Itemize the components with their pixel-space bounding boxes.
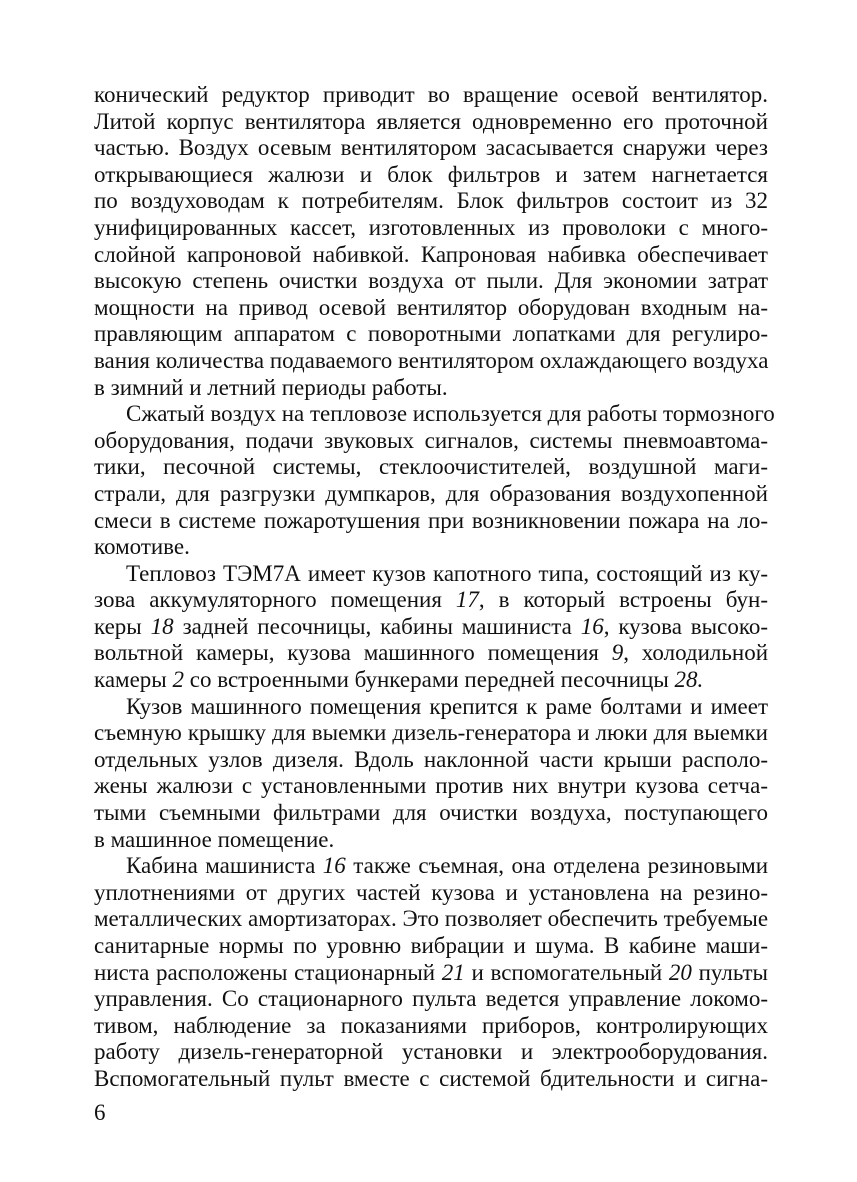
text-line <box>94 640 768 667</box>
figure-reference: 28. <box>674 667 704 693</box>
figure-reference: 20 <box>668 959 692 985</box>
text-segment: управления. Со стационарного пульта ведется управление локомо- <box>94 986 768 1012</box>
text-line <box>94 986 768 1013</box>
text-segment: зова аккумуляторного помещения <box>94 587 456 613</box>
text-line <box>94 1039 768 1066</box>
text-segment: керы <box>94 613 151 639</box>
text-segment: отдельных узлов дизеля. Вдоль наклонной части крыши располо- <box>94 746 768 772</box>
text-line <box>94 162 768 189</box>
text-segment: съемную крышку для выемки дизель-генератора и люки для выемки <box>94 720 768 746</box>
text-segment: уплотнениями от других частей кузова и установлена на резино- <box>94 879 768 905</box>
text-segment: страли, для разгрузки думпкаров, для образования воздухопенной <box>94 480 768 506</box>
paragraph <box>94 853 768 1092</box>
text-segment: тики, песочной системы, стеклоочистителей, воздушной маги- <box>94 454 768 480</box>
text-line <box>94 667 768 694</box>
text-segment: жены жалюзи с установленными против них внутри кузова сетча- <box>94 773 768 799</box>
paragraph <box>94 82 768 401</box>
text-line <box>94 428 768 455</box>
text-segment: , холодильной <box>623 640 769 666</box>
text-line <box>94 82 768 109</box>
text-segment: задней песочницы, кабины машиниста <box>173 613 581 639</box>
figure-reference: 21 <box>441 959 465 985</box>
text-segment: ниста расположены стационарный <box>94 959 442 985</box>
paragraph <box>94 694 768 854</box>
text-segment: Литой корпус вентилятора является одновременно его проточной <box>94 108 768 134</box>
text-line <box>94 933 768 960</box>
text-segment: унифицированных кассет, изготовленных из проволоки с много- <box>94 214 768 240</box>
text-segment: и вспомогательный <box>464 959 669 985</box>
text-line <box>94 188 768 215</box>
text-segment: , в который встроены бун- <box>478 587 768 613</box>
text-segment: оборудования, подачи звуковых сигналов, системы пневмоавтома- <box>94 427 768 453</box>
text-line <box>94 773 768 800</box>
text-line <box>94 960 768 987</box>
text-line <box>94 614 768 641</box>
text-segment: со встроенными бункерами передней песочницы <box>184 667 675 693</box>
text-segment: тивом, наблюдение за показаниями приборов, контролирующих <box>94 1012 768 1038</box>
text-line <box>94 375 768 402</box>
text-line <box>94 853 768 880</box>
text-segment: смеси в системе пожаротушения при возникновении пожара на ло- <box>94 507 768 533</box>
page-number: 6 <box>94 1100 106 1125</box>
text-line <box>94 135 768 162</box>
text-segment: санитарные нормы по уровню вибрации и шума. В кабине маши- <box>94 933 768 958</box>
text-line <box>94 481 768 508</box>
text-line <box>94 508 768 535</box>
text-line <box>94 800 768 827</box>
text-line <box>94 401 775 428</box>
text-line <box>94 215 768 242</box>
text-line <box>94 268 768 295</box>
figure-reference: 9 <box>611 640 624 666</box>
text-segment: слойной капроновой набивкой. Капроновая набивка обеспечивает <box>94 241 768 267</box>
text-segment: по воздуховодам к потребителям. Блок фильтров состоит из 32 <box>94 188 768 214</box>
text-line <box>94 348 768 375</box>
text-line <box>94 321 768 348</box>
text-segment: Тепловоз ТЭМ7А имеет кузов капотного типа, состоящий из ку- <box>126 560 768 586</box>
figure-reference: 17 <box>455 587 479 613</box>
text-segment: металлических амортизаторах. Это позволяет обеспечить требуемые <box>94 906 769 932</box>
text-line <box>94 747 768 774</box>
text-segment: , кузова высоко- <box>603 613 768 639</box>
text-line <box>94 534 768 561</box>
text-segment: пульты <box>691 959 768 985</box>
text-segment: работу дизель-генераторной установки и электрооборудования. <box>94 1039 768 1065</box>
text-segment: Кузов машинного помещения крепится к раме болтами и имеет <box>126 693 768 719</box>
text-segment: вания количества подаваемого вентилятором охлаждающего воздуха <box>94 347 769 373</box>
text-segment: тыми съемными фильтрами для очистки воздуха, поступающего <box>94 800 768 826</box>
paragraph <box>94 561 768 694</box>
text-segment: открывающиеся жалюзи и блок фильтров и затем нагнетается <box>94 161 768 187</box>
text-line <box>94 242 768 269</box>
paragraph <box>94 401 775 561</box>
text-segment: также съемная, она отделена резиновыми <box>345 853 769 879</box>
text-segment: камеры <box>94 667 173 693</box>
text-line <box>94 587 768 614</box>
text-segment: Вспомогательный пульт вместе с системой бдительности и сигна- <box>94 1065 768 1091</box>
figure-reference: 18 <box>150 613 174 639</box>
text-segment: правляющим аппаратом с поворотными лопатками для регулиро- <box>94 321 768 347</box>
text-line <box>94 880 768 907</box>
figure-reference: 16 <box>322 853 346 879</box>
text-line <box>94 561 768 588</box>
text-line <box>94 454 768 481</box>
text-segment: Кабина машиниста <box>126 853 323 879</box>
text-segment: конический редуктор приводит во вращение осевой вентилятор. <box>94 82 768 107</box>
text-segment: в машинное помещение. <box>94 826 335 852</box>
text-segment: Сжатый воздух на тепловозе используется для работы тормозного <box>126 401 775 427</box>
text-segment: вольтной камеры, кузова машинного помещения <box>94 640 612 666</box>
text-segment: в зимний и летний периоды работы. <box>94 374 448 400</box>
text-line <box>94 109 768 136</box>
page-body <box>94 82 775 1093</box>
text-segment: частью. Воздух осевым вентилятором засасывается снаружи через <box>94 135 768 161</box>
text-segment: мощности на привод осевой вентилятор оборудован входным на- <box>94 294 768 320</box>
figure-reference: 2 <box>172 667 185 693</box>
figure-reference: 16 <box>580 613 604 639</box>
text-line <box>94 827 768 854</box>
text-line <box>94 1013 768 1040</box>
text-line <box>94 694 768 721</box>
text-segment: высокую степень очистки воздуха от пыли. Для экономии затрат <box>94 268 768 294</box>
text-line <box>94 295 768 322</box>
text-segment: комотиве. <box>94 534 190 560</box>
text-line <box>94 906 768 933</box>
text-line <box>94 720 768 747</box>
text-line <box>94 1066 768 1093</box>
